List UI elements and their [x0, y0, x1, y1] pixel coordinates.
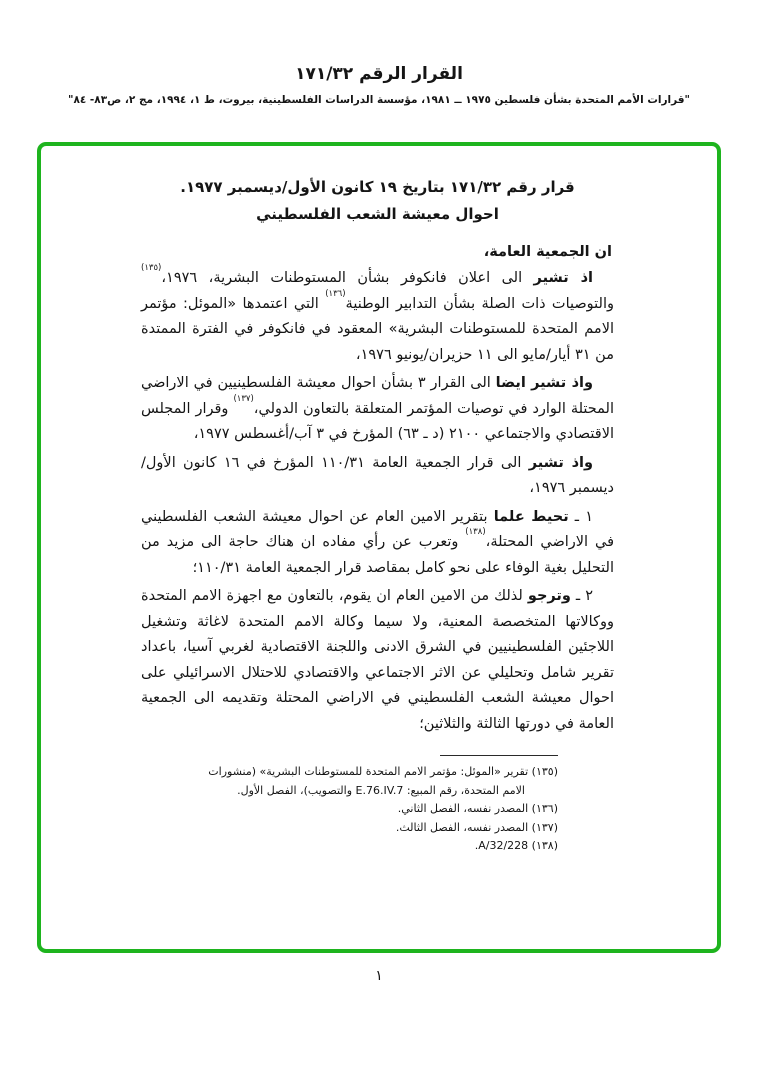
- footnote-marker: (١٣٥): [531, 765, 558, 778]
- paragraph-number: ١ ـ: [568, 508, 593, 525]
- paragraph-text: والتوصيات ذات الصلة بشأن التدابير الوطنية: [345, 295, 614, 312]
- resolution-green-box: [37, 142, 721, 953]
- footnote-marker: (١٣٦): [531, 802, 558, 815]
- footnote-reference-135: (١٣٥): [141, 263, 162, 274]
- preamble-paragraph-1: [141, 263, 614, 368]
- footnote-marker: (١٣٨): [531, 839, 558, 852]
- footnote-135: [198, 763, 558, 800]
- page-number: ١: [375, 968, 383, 984]
- paragraph-lead: تحيط علما: [493, 508, 569, 525]
- footnote-reference-137: (١٣٧): [233, 393, 254, 404]
- footnote-reference-136: (١٣٦): [325, 288, 346, 299]
- paragraph-text: وتعرب عن رأي مفاده ان هناك حاجة الى مزيد من التحليل بغية الوفاء على نحو كامل بمقاصد قرار الجمعية العامة ١١٠/٣١؛: [141, 534, 614, 576]
- paragraph-number: ٢ ـ: [570, 588, 593, 604]
- paragraph-text: الى قرار الجمعية العامة ١١٠/٣١ المؤرخ في ١٦ كانون الأول/ديسمبر ١٩٧٦،: [141, 454, 614, 496]
- operative-paragraph-1: [141, 505, 614, 582]
- footnote-reference-138: (١٣٨): [465, 527, 486, 538]
- footnote-marker: (١٣٧): [531, 820, 558, 834]
- paragraph-lead: واذ تشير: [528, 454, 594, 471]
- footnote-138: [198, 837, 558, 856]
- footnote-text: تقرير «الموئل: مؤتمر الامم المتحدة للمستوطنات البشرية» (منشورات الامم المتحدة، رقم المبيع: E.76.IV.7 والتصويب)، الفصل الأول.: [208, 765, 529, 797]
- preamble-paragraph-3: [141, 451, 614, 502]
- footnote-137: [198, 819, 558, 838]
- paragraph-text: لذلك من الامين العام ان يقوم، بالتعاون مع اجهزة الامم المتحدة ووكالاتها المتخصصة المعنية، ولا سيما وكالة الامم المتحدة لاغاثة وتشغيل اللاجئين الفلسطينيين في الشرق الادنى واللجنة الاقتصادية لغربي آسيا، باعداد تقرير شامل وتحليلي عن الاثر الاجتماعي والاقتصادي للاحتلال الاسرائيلي على احوال معيشة الشعب الفلسطيني في الاراضي المحتلة وتقديمه الى الجمعية العامة في دورتها الثالثة والثلاثين؛: [141, 588, 614, 732]
- operative-paragraph-2: [141, 584, 614, 737]
- resolution-heading: [141, 174, 614, 228]
- footnote-text: A/32/228.: [474, 839, 529, 852]
- page-header: [0, 0, 758, 106]
- paragraph-lead: اذ تشير: [533, 270, 593, 286]
- source-citation-line: "قرارات الأمم المتحدة بشأن فلسطين ١٩٧٥ ــ ١٩٨١، مؤسسة الدراسات الفلسطينية، بيروت، ط ١، ١٩٩٤، مج ٢، ص٨٣- ٨٤": [67, 94, 691, 106]
- paragraph-lead: واذ تشير ايضا: [495, 375, 593, 391]
- preamble-opener: ان الجمعية العامة،: [483, 244, 612, 260]
- paragraph-lead: وترجو: [527, 588, 571, 604]
- paragraph-text: الى اعلان فانكوفر بشأن المستوطنات البشرية، ١٩٧٦،: [161, 270, 534, 286]
- page-title: القرار الرقم ١٧١/٣٢: [295, 64, 463, 84]
- paragraph-text: التي اعتمدها «الموئل: مؤتمر الامم المتحدة للمستوطنات البشرية» المعقود في فانكوفر في الفترة الممتدة من ٣١ أيار/مايو الى ١١ حزيران/يونيو ١٩٧٦،: [141, 295, 614, 363]
- footnotes-section: [198, 755, 558, 856]
- resolution-heading-line1: قرار رقم ١٧١/٣٢ بتاريخ ١٩ كانون الأول/ديسمبر ١٩٧٧.: [180, 178, 575, 196]
- footnote-separator-line: [440, 755, 558, 756]
- resolution-heading-line2: احوال معيشة الشعب الفلسطيني: [256, 205, 499, 223]
- footnote-136: [198, 800, 558, 819]
- footnote-text: المصدر نفسه، الفصل الثاني.: [397, 802, 529, 815]
- preamble-paragraph-2: [141, 371, 614, 448]
- resolution-content: [141, 174, 614, 856]
- footnote-text: المصدر نفسه، الفصل الثالث.: [395, 820, 529, 834]
- paragraph-text: الى القرار ٣ بشأن احوال معيشة الفلسطينيين في الاراضي المحتلة الوارد في توصيات المؤتمر المتعلقة بالتعاون الدولي،: [141, 375, 615, 417]
- paragraph-text: بتقرير الامين العام عن احوال معيشة الشعب الفلسطيني في الاراضي المحتلة،: [141, 508, 615, 550]
- paragraph-text: وقرار المجلس الاقتصادي والاجتماعي ٢١٠٠ (د ـ ٦٣) المؤرخ في ٣ آب/أغسطس ١٩٧٧،: [141, 400, 614, 442]
